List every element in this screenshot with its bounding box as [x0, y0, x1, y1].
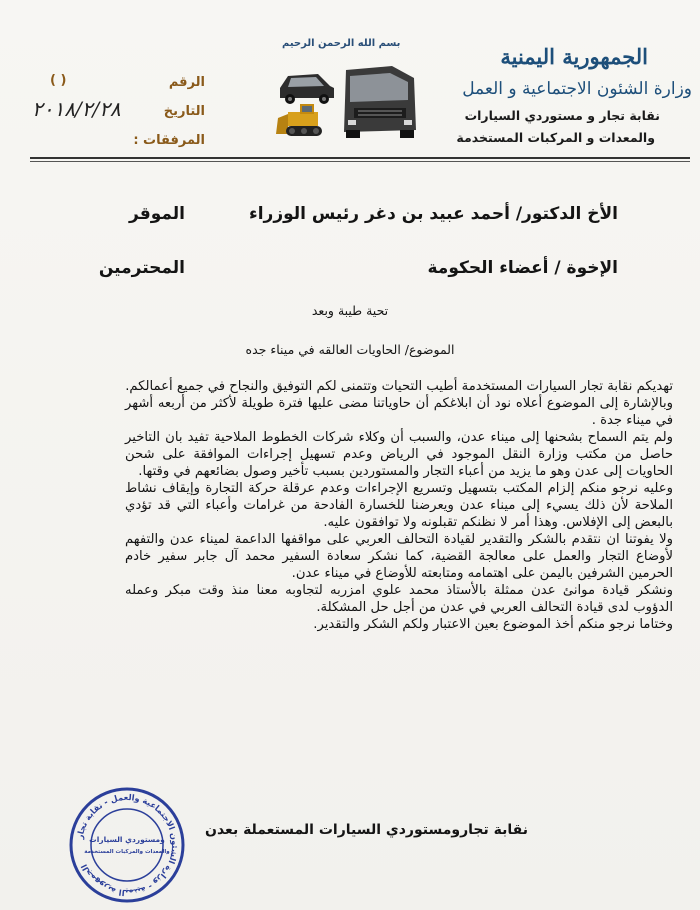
- car-icon: [280, 74, 334, 104]
- truck-icon: [344, 66, 416, 138]
- official-stamp: [67, 785, 187, 905]
- addressee-line1: الأخ الدكتور/ أحمد عبيد بن دغر رئيس الوزراء: [249, 204, 618, 224]
- addressee-line1-title: الموقر: [129, 204, 185, 224]
- letter-body: [125, 378, 673, 633]
- body-paragraph: وعليه نرجو منكم إلزام المكتب بتسهيل وتسريع الإجراءات وعدم عرقلة حركة التجارة وإيقاف نشاط الملاحة لأن ذلك يسيء إلى ميناء عدن ويعرضنا للخسارة الفادحة من غرامات وأعباء التي قد تؤدي بالبعض إلى الإفلاس. وهذا أمر لا نظنكم تقبلونه ولا توافقون عليه.: [125, 481, 673, 530]
- addressee-line2-title: المحترمين: [98, 258, 185, 278]
- header-divider-thin: [30, 161, 690, 162]
- reference-label: الرقم: [168, 75, 205, 90]
- date-value: ٢٠١٨/٢/٢٨: [32, 97, 121, 121]
- svg-text:الجمهورية اليمنية - وزارة الشئ: [74, 792, 180, 898]
- body-paragraph: وبالإشارة إلى الموضوع أعلاه نود أن ابلاغكم أن حاوياتنا مضى عليها فترة طويلة لأكثر من أربعه أشهر في ميناء جدة .: [125, 396, 673, 428]
- date-label: التاريخ: [163, 104, 205, 119]
- body-paragraph: ولم يتم السماح بشحنها إلى ميناء عدن، والسبب أن وكلاء شركات الخطوط الملاحية تفيد بان التاخير حاصل من مكتب وزارة النقل الموجود في الرياض وعدم تسهيل إجراءات الموافقة على شحن الحاويات إلى عدن وهو ما يزيد من أعباء التجار والمستوردين بسبب تأخير وصول بضائعهم في وقتها.: [125, 430, 673, 479]
- body-paragraph: وختاما نرجو منكم أخذ الموضوع بعين الاعتبار ولكم الشكر والتقدير.: [313, 617, 673, 632]
- stamp-center-line2: والمعدات والمركبات المستخدمة: [84, 849, 170, 855]
- stamp-ring-text: الجمهورية اليمنية - وزارة الشئون الاجتماعية والعمل - نقابة تجار: [74, 791, 181, 899]
- header-ministry: وزارة الشئون الاجتماعية و العمل: [462, 79, 692, 99]
- header-country: الجمهورية اليمنية: [500, 44, 648, 69]
- greeting: تحية طيبة وبعد: [311, 303, 389, 318]
- reference-value: ( ): [50, 73, 67, 88]
- addressee-line2: الإخوة / أعضاء الحكومة: [427, 258, 618, 278]
- header-divider: [30, 157, 690, 159]
- bulldozer-icon: [276, 104, 322, 136]
- subject: الموضوع/ الحاويات العالقه في ميناء جده: [245, 342, 455, 357]
- signature-line: نقابة تجارومستوردي السيارات المستعملة بعدن: [205, 822, 528, 838]
- stamp-center-line1: ومستوردي السيارات: [89, 835, 165, 844]
- header-union-line2: والمعدات و المركبات المستخدمة: [456, 130, 655, 145]
- body-paragraph: تهديكم نقابة تجار السيارات المستخدمة أطيب التحيات وتتمنى لكم التوفيق والنجاح في جميع أعمالكم.: [125, 379, 673, 394]
- body-paragraph: ولا يفوتنا ان نتقدم بالشكر والتقدير لقيادة التحالف العربي على مواقفها الداعمة لميناء عدن والتفهم لأوضاع التجار والعمل على معالجة القضية، كما نشكر سعادة السفير محمد آل جابر سفير خادم الحرمين الشرفين باليمن على اهتمامه ومتابعته للأوضاع في ميناء عدن.: [125, 532, 673, 581]
- header-union-line1: نقابة تجار و مستوردي السيارات: [464, 108, 660, 123]
- vehicles-logo: [274, 60, 420, 142]
- body-paragraph: ونشكر قيادة موانئ عدن ممثلة بالأستاذ محمد علوي امزربه لتجاوبه معنا منذ وقت مبكر وعمله الدؤوب لدى قيادة التحالف العربي في عدن من أجل حل المشكلة.: [125, 583, 673, 615]
- header-basmala: بسم الله الرحمن الرحيم: [282, 38, 401, 49]
- attachments-label: المرفقات :: [133, 133, 205, 148]
